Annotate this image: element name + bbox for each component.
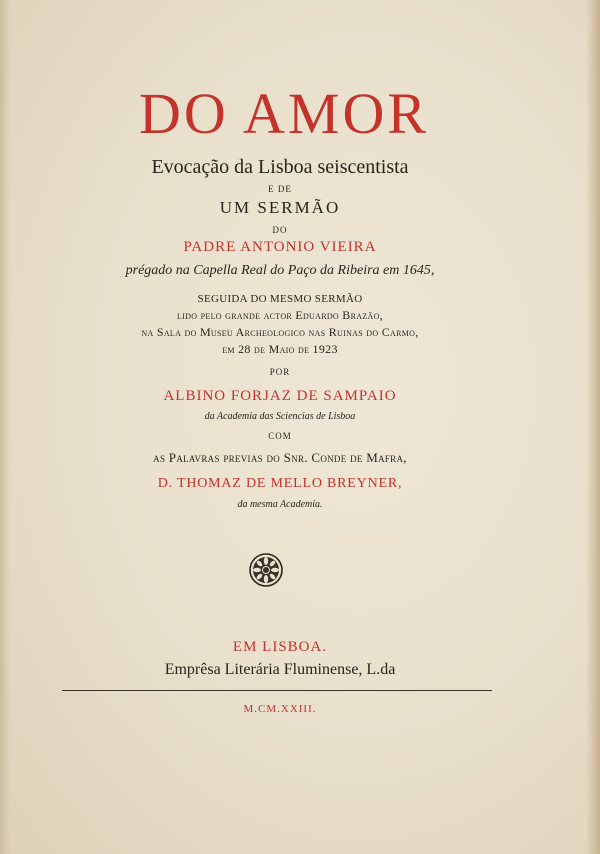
seguida-line-1: SEGUIDA DO MESMO SERMÃO: [197, 293, 363, 305]
publisher-name: Emprêsa Literária Fluminense, L.da: [164, 661, 396, 678]
preacher-name: PADRE ANTONIO VIEIRA: [183, 239, 377, 255]
author-name: ALBINO FORJAZ DE SAMPAIO: [163, 388, 397, 404]
preface-author-affiliation: da mesma Academia.: [237, 499, 323, 510]
author-affiliation: da Academia das Sciencias de Lisboa: [204, 411, 356, 422]
imprint-rule: [62, 690, 492, 691]
preface-line: as Palavras previas do Snr. Conde de Mafra,: [153, 450, 407, 465]
publication-year: M.CM.XXIII.: [243, 703, 317, 715]
seguida-line-3: na Sala do Museu Archeologico nas Ruinas do Carmo,: [141, 325, 419, 339]
seguida-line-2: lido pelo grande actor Eduardo Brazão,: [177, 308, 383, 322]
page-edge-stain: [586, 0, 600, 854]
sermon-occasion: prégado na Capella Real do Paço da Ribeira em 1645,: [125, 263, 435, 278]
book-title: DO AMOR: [138, 81, 430, 146]
conjunction-e-de: E DE: [268, 184, 292, 194]
book-subtitle: Evocação da Lisboa seiscentista: [151, 156, 409, 178]
sermon-heading: UM SERMÃO: [219, 198, 341, 217]
place-of-publication: EM LISBOA.: [232, 639, 328, 655]
rosette-ornament-icon: [248, 552, 284, 588]
conjunction-com: COM: [268, 431, 292, 441]
conjunction-por: POR: [269, 367, 291, 377]
conjunction-do: DO: [272, 225, 288, 235]
seguida-line-4: em 28 de Maio de 1923: [222, 342, 338, 356]
preface-author-name: D. THOMAZ DE MELLO BREYNER,: [157, 476, 403, 491]
